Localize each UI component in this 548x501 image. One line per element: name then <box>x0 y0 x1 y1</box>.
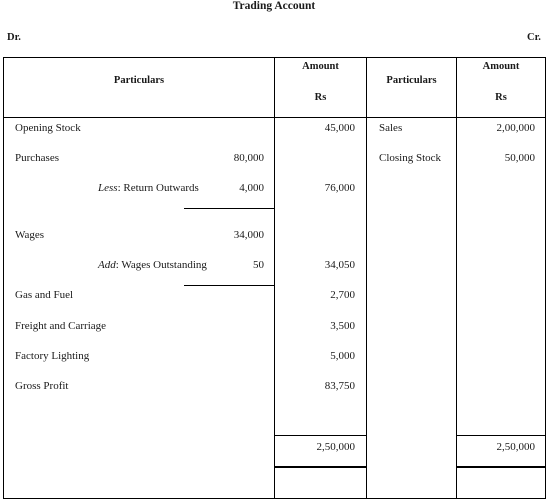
total-rule-bottom <box>275 466 366 468</box>
header-currency-credit: Rs <box>495 92 507 103</box>
net-purchases-amount: 76,000 <box>324 182 355 194</box>
gas-fuel-amount: 2,700 <box>330 289 355 301</box>
credit-total-amount: 2,50,000 <box>496 441 535 453</box>
closing-stock-label: Closing Stock <box>379 152 442 164</box>
column-divider <box>545 57 546 499</box>
header-particulars-debit: Particulars <box>113 75 165 86</box>
factory-lighting-amount: 5,000 <box>330 350 355 362</box>
credit-label: Cr. <box>527 32 541 43</box>
header-amount-credit: Amount <box>482 61 520 72</box>
sales-amount: 2,00,000 <box>496 122 535 134</box>
return-outwards-text: : Return Outwards <box>117 182 199 194</box>
column-divider <box>366 57 367 499</box>
factory-lighting-label: Factory Lighting <box>15 350 90 362</box>
opening-stock-amount: 45,000 <box>324 122 355 134</box>
total-rule-top <box>275 435 366 436</box>
column-divider <box>3 57 4 499</box>
gross-profit-label: Gross Profit <box>15 380 69 392</box>
wages-label: Wages <box>15 229 45 241</box>
debit-total-amount: 2,50,000 <box>316 441 355 453</box>
add-prefix: Add <box>98 259 116 271</box>
header-particulars-credit: Particulars <box>386 75 437 86</box>
subtotal-rule <box>184 208 274 209</box>
wages-outstanding-inner-amount: 50 <box>253 259 264 271</box>
wages-inner-amount: 34,000 <box>233 229 264 241</box>
purchases-label: Purchases <box>15 152 59 164</box>
return-outwards-inner-amount: 4,000 <box>239 182 264 194</box>
purchases-inner-amount: 80,000 <box>233 152 264 164</box>
page-title: Trading Account <box>232 0 316 12</box>
header-amount-debit: Amount <box>302 61 339 72</box>
closing-stock-amount: 50,000 <box>504 152 535 164</box>
total-rule-bottom <box>457 466 545 468</box>
gross-profit-amount: 83,750 <box>324 380 355 392</box>
wages-outstanding-text: : Wages Outstanding <box>115 259 207 271</box>
freight-amount: 3,500 <box>330 320 355 332</box>
total-rule-top <box>457 435 545 436</box>
opening-stock-label: Opening Stock <box>15 122 81 134</box>
debit-label: Dr. <box>7 32 21 43</box>
sales-label: Sales <box>379 122 403 134</box>
subtotal-rule <box>184 285 274 286</box>
total-wages-amount: 34,050 <box>324 259 355 271</box>
header-currency-debit: Rs <box>314 92 327 103</box>
freight-label: Freight and Carriage <box>15 320 107 332</box>
gas-fuel-label: Gas and Fuel <box>15 289 74 301</box>
less-prefix: Less <box>98 182 118 194</box>
